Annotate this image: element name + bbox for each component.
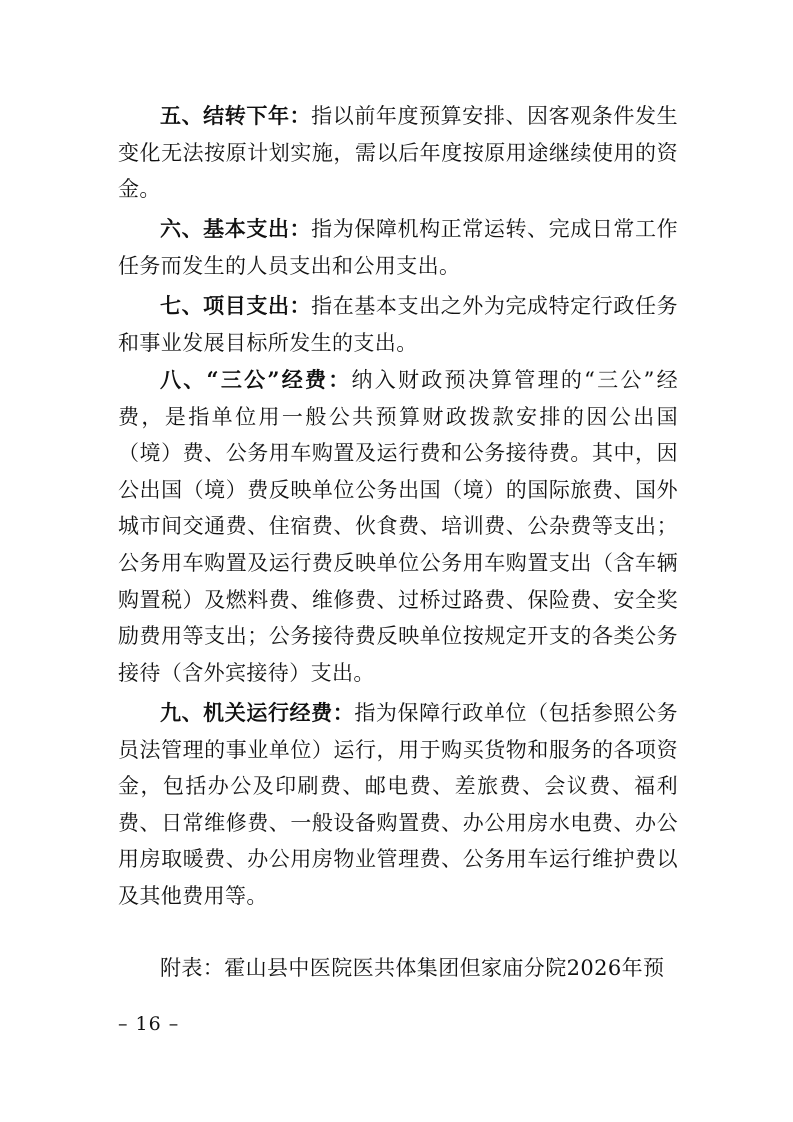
definition-term: 七、项目支出： [160,293,312,318]
definition-body: 纳入财政预决算管理的“三公”经费，是指单位用一般公共预算财政拨款安排的因公出国（境）费、公务用车购置及运行费和公务接待费。其中，因公出国（境）费反映单位公务出国（境）的国际旅费、国外城市间交通费、住宿费、伙食费、培训费、公杂费等支出；公务用车购置及运行费反映单位公务用车购置支出（含车辆购置税）及燃料费、维修费、过桥过路费、保险费、安全奖励费用等支出；公务接待费反映单位按规定开支的各类公务接待（含外宾接待）支出。 [118,368,678,685]
definition-project-expenditure [118,288,678,361]
definition-three-public-expenses [118,362,678,691]
definition-basic-expenditure [118,211,678,284]
attachment-line [118,950,678,987]
definition-body: 指为保障机构正常运转、完成日常工作任务而发生的人员支出和公用支出。 [118,217,678,278]
definition-term: 六、基本支出： [160,216,312,241]
page-number: – 16 – [118,1013,180,1035]
definition-term: 八、“三公”经费： [160,367,352,392]
definition-body: 指为保障行政单位（包括参照公务员法管理的事业单位）运行，用于购买货物和服务的各项资金，包括办公及印刷费、邮电费、差旅费、会议费、福利费、日常维修费、一般设备购置费、办公用房水电费、办公用房取暖费、办公用房物业管理费、公务用车运行维护费以及其他费用等。 [118,701,678,908]
definition-term: 九、机关运行经费： [160,700,355,725]
definition-operating-expenses [118,695,678,915]
definition-body: 指在基本支出之外为完成特定行政任务和事业发展目标所发生的支出。 [118,294,678,355]
definition-body: 指以前年度预算安排、因客观条件发生变化无法按原计划实施，需以后年度按原用途继续使用的资金。 [118,104,678,202]
definition-carryover [118,98,678,208]
definition-term: 五、结转下年： [160,103,312,128]
attachment-text: 霍山县中医院医共体集团但家庙分院2026年预 [224,956,665,980]
attachment-label: 附表： [160,956,225,980]
